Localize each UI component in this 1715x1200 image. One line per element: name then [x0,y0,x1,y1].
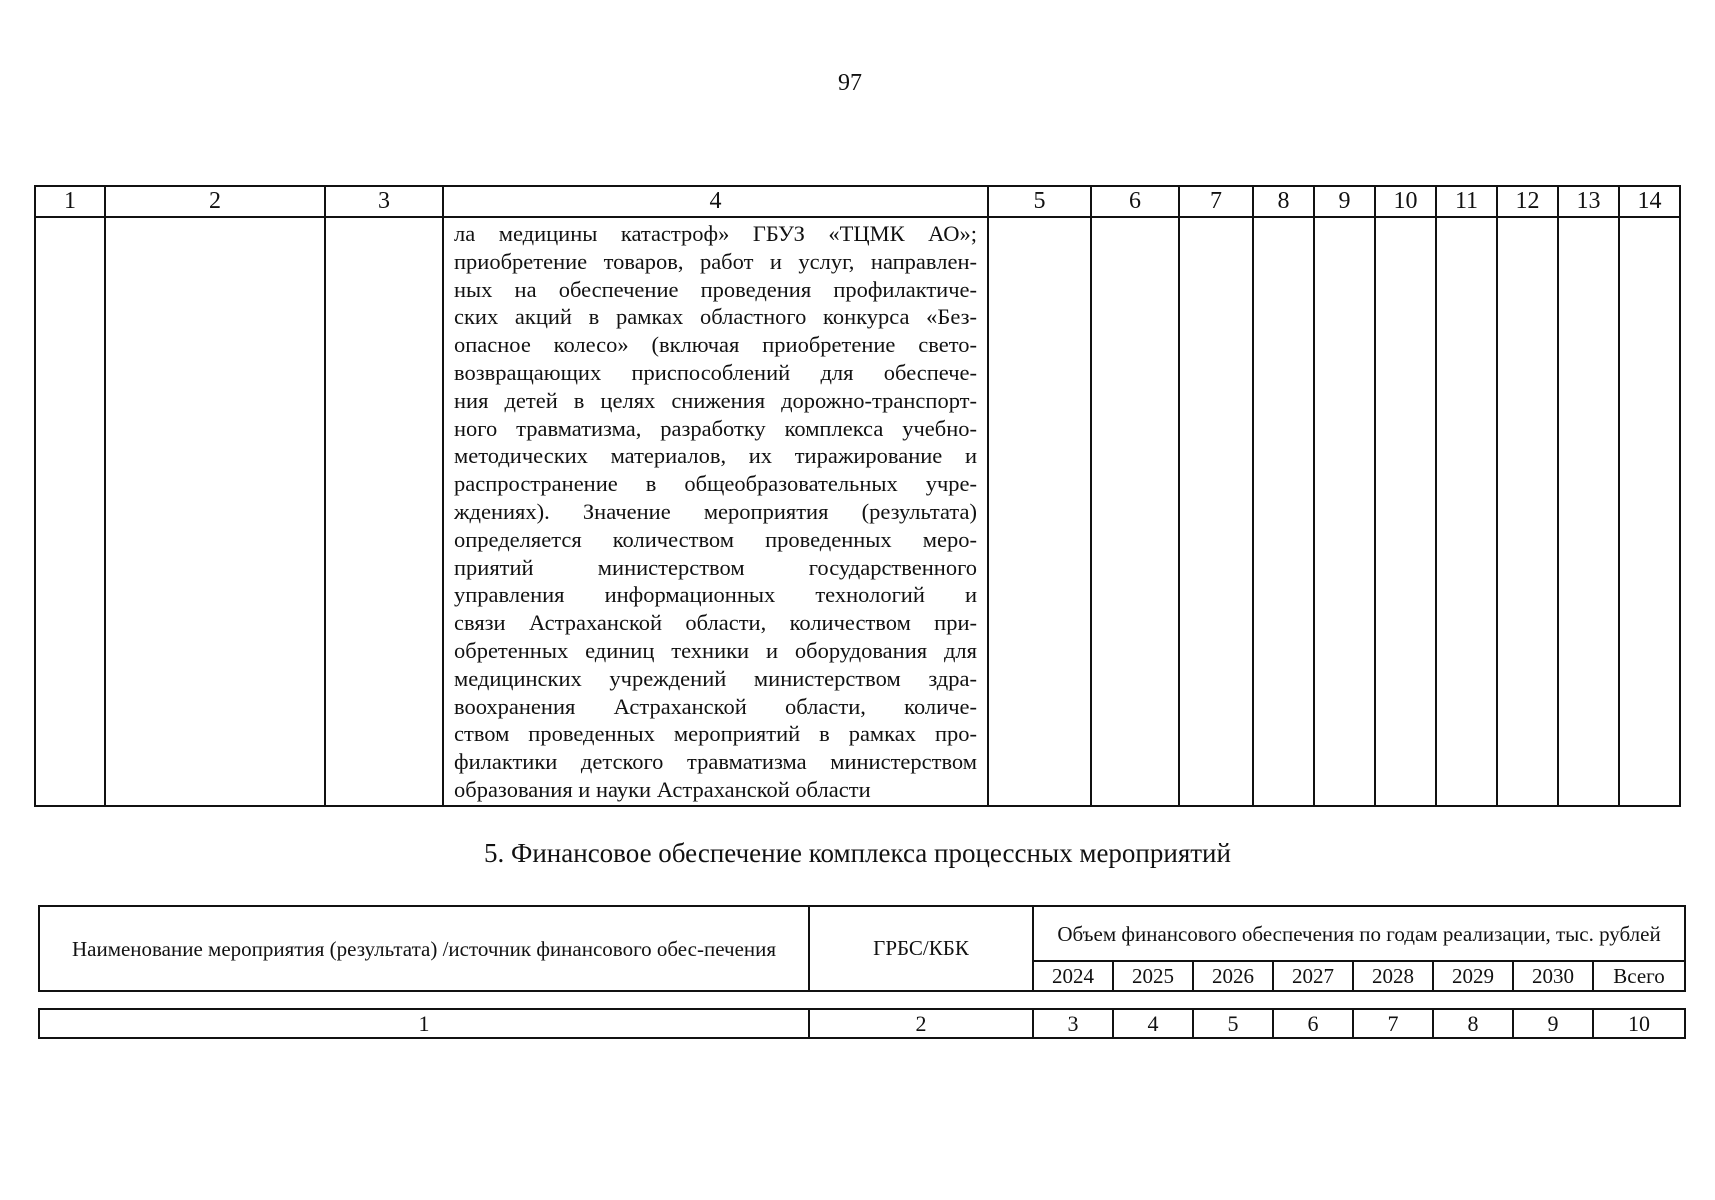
table-row [35,217,1680,806]
column-number: 2 [809,1009,1033,1038]
column-number: 5 [1193,1009,1273,1038]
column-number: 3 [1033,1009,1113,1038]
column-number-row [35,186,1680,217]
year-header: 2030 [1513,961,1593,991]
total-header: Всего [1593,961,1685,991]
column-number: 2 [105,186,325,217]
description-line: связи Астраханской области, количеством при- [454,610,977,636]
column-number: 9 [1314,186,1375,217]
column-number: 9 [1513,1009,1593,1038]
column-number: 1 [39,1009,809,1038]
description-line: ждениях). Значение мероприятия (результата) [454,498,977,524]
description-line: возвращающих приспособлений для обеспече- [454,359,977,385]
column-number: 6 [1091,186,1179,217]
column-number: 11 [1436,186,1497,217]
column-number: 7 [1179,186,1253,217]
year-header: 2029 [1433,961,1513,991]
column-number: 8 [1433,1009,1513,1038]
empty-cell [1091,217,1179,806]
year-header: 2024 [1033,961,1113,991]
empty-cell [1436,217,1497,806]
financing-number-row-table [38,1008,1686,1039]
empty-cell [35,217,105,806]
column-number: 12 [1497,186,1558,217]
column-number: 1 [35,186,105,217]
measure-description-cell [443,217,988,806]
description-line: приобретение товаров, работ и услуг, направлен- [454,248,977,274]
empty-cell [105,217,325,806]
description-line: филактики детского травматизма министерством [454,749,977,775]
description-line: распространение в общеобразовательных учре- [454,471,977,497]
column-number: 4 [1113,1009,1193,1038]
empty-cell [988,217,1091,806]
description-line: методических материалов, их тиражирование и [454,443,977,469]
year-header: 2025 [1113,961,1193,991]
empty-cell [1497,217,1558,806]
description-line: ного травматизма, разработку комплекса учебно- [454,415,977,441]
column-number: 6 [1273,1009,1353,1038]
description-line: образования и науки Астраханской области [454,776,871,802]
empty-cell [1179,217,1253,806]
description-line: ством проведенных мероприятий в рамках про- [454,721,977,747]
description-line: ния детей в целях снижения дорожно-транспорт- [454,387,977,413]
column-number: 14 [1619,186,1680,217]
empty-cell [1253,217,1314,806]
description-line: определяется количеством проведенных меро- [454,526,977,552]
description-line: воохранения Астраханской области, количе- [454,693,977,719]
column-number: 8 [1253,186,1314,217]
description-line: ских акций в рамках областного конкурса «Без- [454,304,977,330]
description-line: опасное колесо» (включая приобретение свето- [454,332,977,358]
column-number: 13 [1558,186,1619,217]
column-number: 5 [988,186,1091,217]
column-number: 10 [1593,1009,1685,1038]
year-header: 2027 [1273,961,1353,991]
description-line: управления информационных технологий и [454,582,977,608]
empty-cell [1375,217,1436,806]
column-header-volume: Объем финансового обеспечения по годам реализации, тыс. рублей [1033,906,1685,961]
column-number: 10 [1375,186,1436,217]
year-header: 2026 [1193,961,1273,991]
description-line: ных на обеспечение проведения профилактиче- [454,276,977,302]
column-number: 7 [1353,1009,1433,1038]
description-line: приятий министерством государственного [454,554,977,580]
column-header-grbs: ГРБС/КБК [809,906,1033,991]
section-title: 5. Финансовое обеспечение комплекса процессных мероприятий [484,838,1231,868]
column-number: 4 [443,186,988,217]
measures-table-continuation [34,185,1681,807]
empty-cell [1558,217,1619,806]
column-header-name: Наименование мероприятия (результата) /источник финансового обес-печения [39,906,809,991]
column-number: 3 [325,186,443,217]
description-line: ла медицины катастроф» ГБУЗ «ТЦМК АО»; [454,221,977,246]
year-header: 2028 [1353,961,1433,991]
description-line: медицинских учреждений министерством здра- [454,665,977,691]
description-line: обретенных единиц техники и оборудования для [454,637,977,663]
page-number: 97 [838,70,862,96]
empty-cell [1314,217,1375,806]
empty-cell [325,217,443,806]
empty-cell [1619,217,1680,806]
financing-header-table [38,905,1686,992]
